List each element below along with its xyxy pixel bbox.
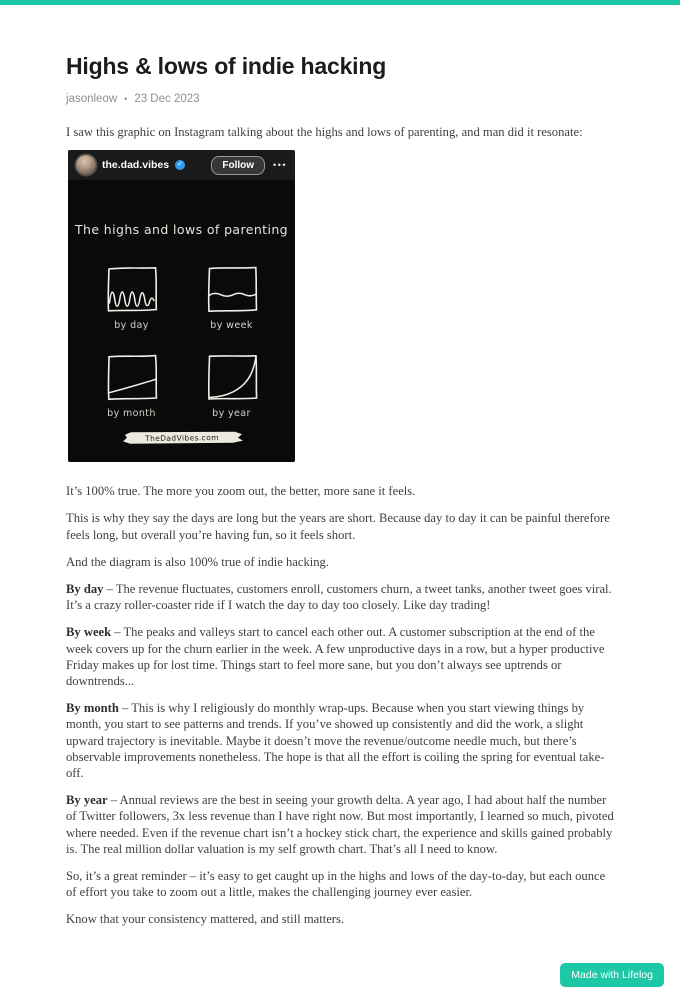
quadrant-label: by month [107, 408, 156, 420]
instagram-header [68, 150, 295, 180]
by-day-chart-icon [104, 263, 160, 315]
body-paragraph-by-week: By week – The peaks and valleys start to cancel each other out. A customer subscription at the end of the week covers up for the churn earlier in the week. A few unproductive days in a row, but a hyper productive Friday makes up for lost time. Things start to feel more sane, but you don’t always see uptrends or downtrends... [66, 625, 605, 689]
quadrant-label: by week [210, 320, 253, 332]
by-week-chart-icon [204, 263, 260, 315]
by-year-chart-icon [204, 351, 260, 403]
follow-button[interactable]: Follow [211, 156, 265, 175]
chart-quadrant-grid [82, 263, 282, 419]
author-link[interactable]: jasonleow [66, 93, 118, 105]
body-paragraph-by-month: By month – This is why I religiously do monthly wrap-ups. Because when you start viewing things by month, you start to see patterns and trends. If you’ve showed up consistently and did the work, a slight upward trajectory is inevitable. Maybe it doesn’t move the revenue/outcome needle much, but there’s observable improvements nonetheless. The hope is that all the effort is coiling the spring for eventual take-off. [66, 701, 605, 781]
graphic-title: The highs and lows of parenting [74, 222, 288, 238]
body-paragraph-by-day: By day – The revenue fluctuates, customers enroll, customers churn, a tweet tanks, another tweet goes viral. It’s a crazy roller-coaster ride if I watch the day to day too closely. Like day trading! [66, 582, 612, 613]
brush-stroke-icon [117, 427, 245, 448]
body-paragraph: Know that your consistency mattered, and still matters. [66, 912, 345, 927]
quadrant-label: by year [212, 408, 251, 420]
byline [66, 93, 616, 105]
chart-by-week [182, 263, 282, 331]
avatar[interactable] [76, 155, 96, 175]
intro-paragraph: I saw this graphic on Instagram talking about the highs and lows of parenting, and man did it resonate: [66, 125, 583, 139]
post-date: 23 Dec 2023 [134, 93, 200, 105]
byline-separator: • [124, 93, 128, 104]
by-month-chart-icon [104, 351, 160, 403]
body-paragraph: So, it’s a great reminder – it’s easy to get caught up in the highs and lows of the day-to-day, but each ounce of effort you take to zoom out a little, makes the challenging journey ever easier. [66, 869, 606, 900]
chart-by-day [82, 263, 182, 331]
body-paragraph-by-year: By year – Annual reviews are the best in seeing your growth delta. A year ago, I had about half the number of Twitter followers, 3x less revenue than I have right now. But most importantly, I learned so much, pivoted where needed. Even if the revenue chart isn’t a hockey stick chart, the experience and skills gained probably is. The real million dollar valuation is my self growth chart. That’s all I need to know. [66, 793, 614, 856]
watermark-banner [117, 427, 245, 452]
body-paragraph: And the diagram is also 100% true of indie hacking. [66, 554, 330, 569]
body-paragraph: This is why they say the days are long but the years are short. Because day to day it can be painful therefore feels long, but overall you’re having fun, so it feels short. [66, 511, 610, 542]
made-with-lifelog-badge[interactable]: Made with Lifelog [560, 963, 664, 987]
instagram-post-image [68, 150, 295, 462]
chart-by-month [82, 351, 182, 419]
more-options-icon[interactable]: ••• [273, 160, 287, 171]
username-link[interactable]: the.dad.vibes [102, 159, 170, 172]
quadrant-label: by day [114, 320, 149, 332]
parenting-highs-lows-graphic [68, 180, 295, 462]
watermark-text: TheDadVibes.com [144, 433, 219, 444]
verified-badge-icon: ✓ [175, 160, 185, 170]
page-title: Highs & lows of indie hacking [66, 53, 387, 79]
body-paragraph: It’s 100% true. The more you zoom out, the better, more sane it feels. [66, 484, 416, 499]
chart-by-year [182, 351, 282, 419]
blog-article [0, 5, 680, 928]
